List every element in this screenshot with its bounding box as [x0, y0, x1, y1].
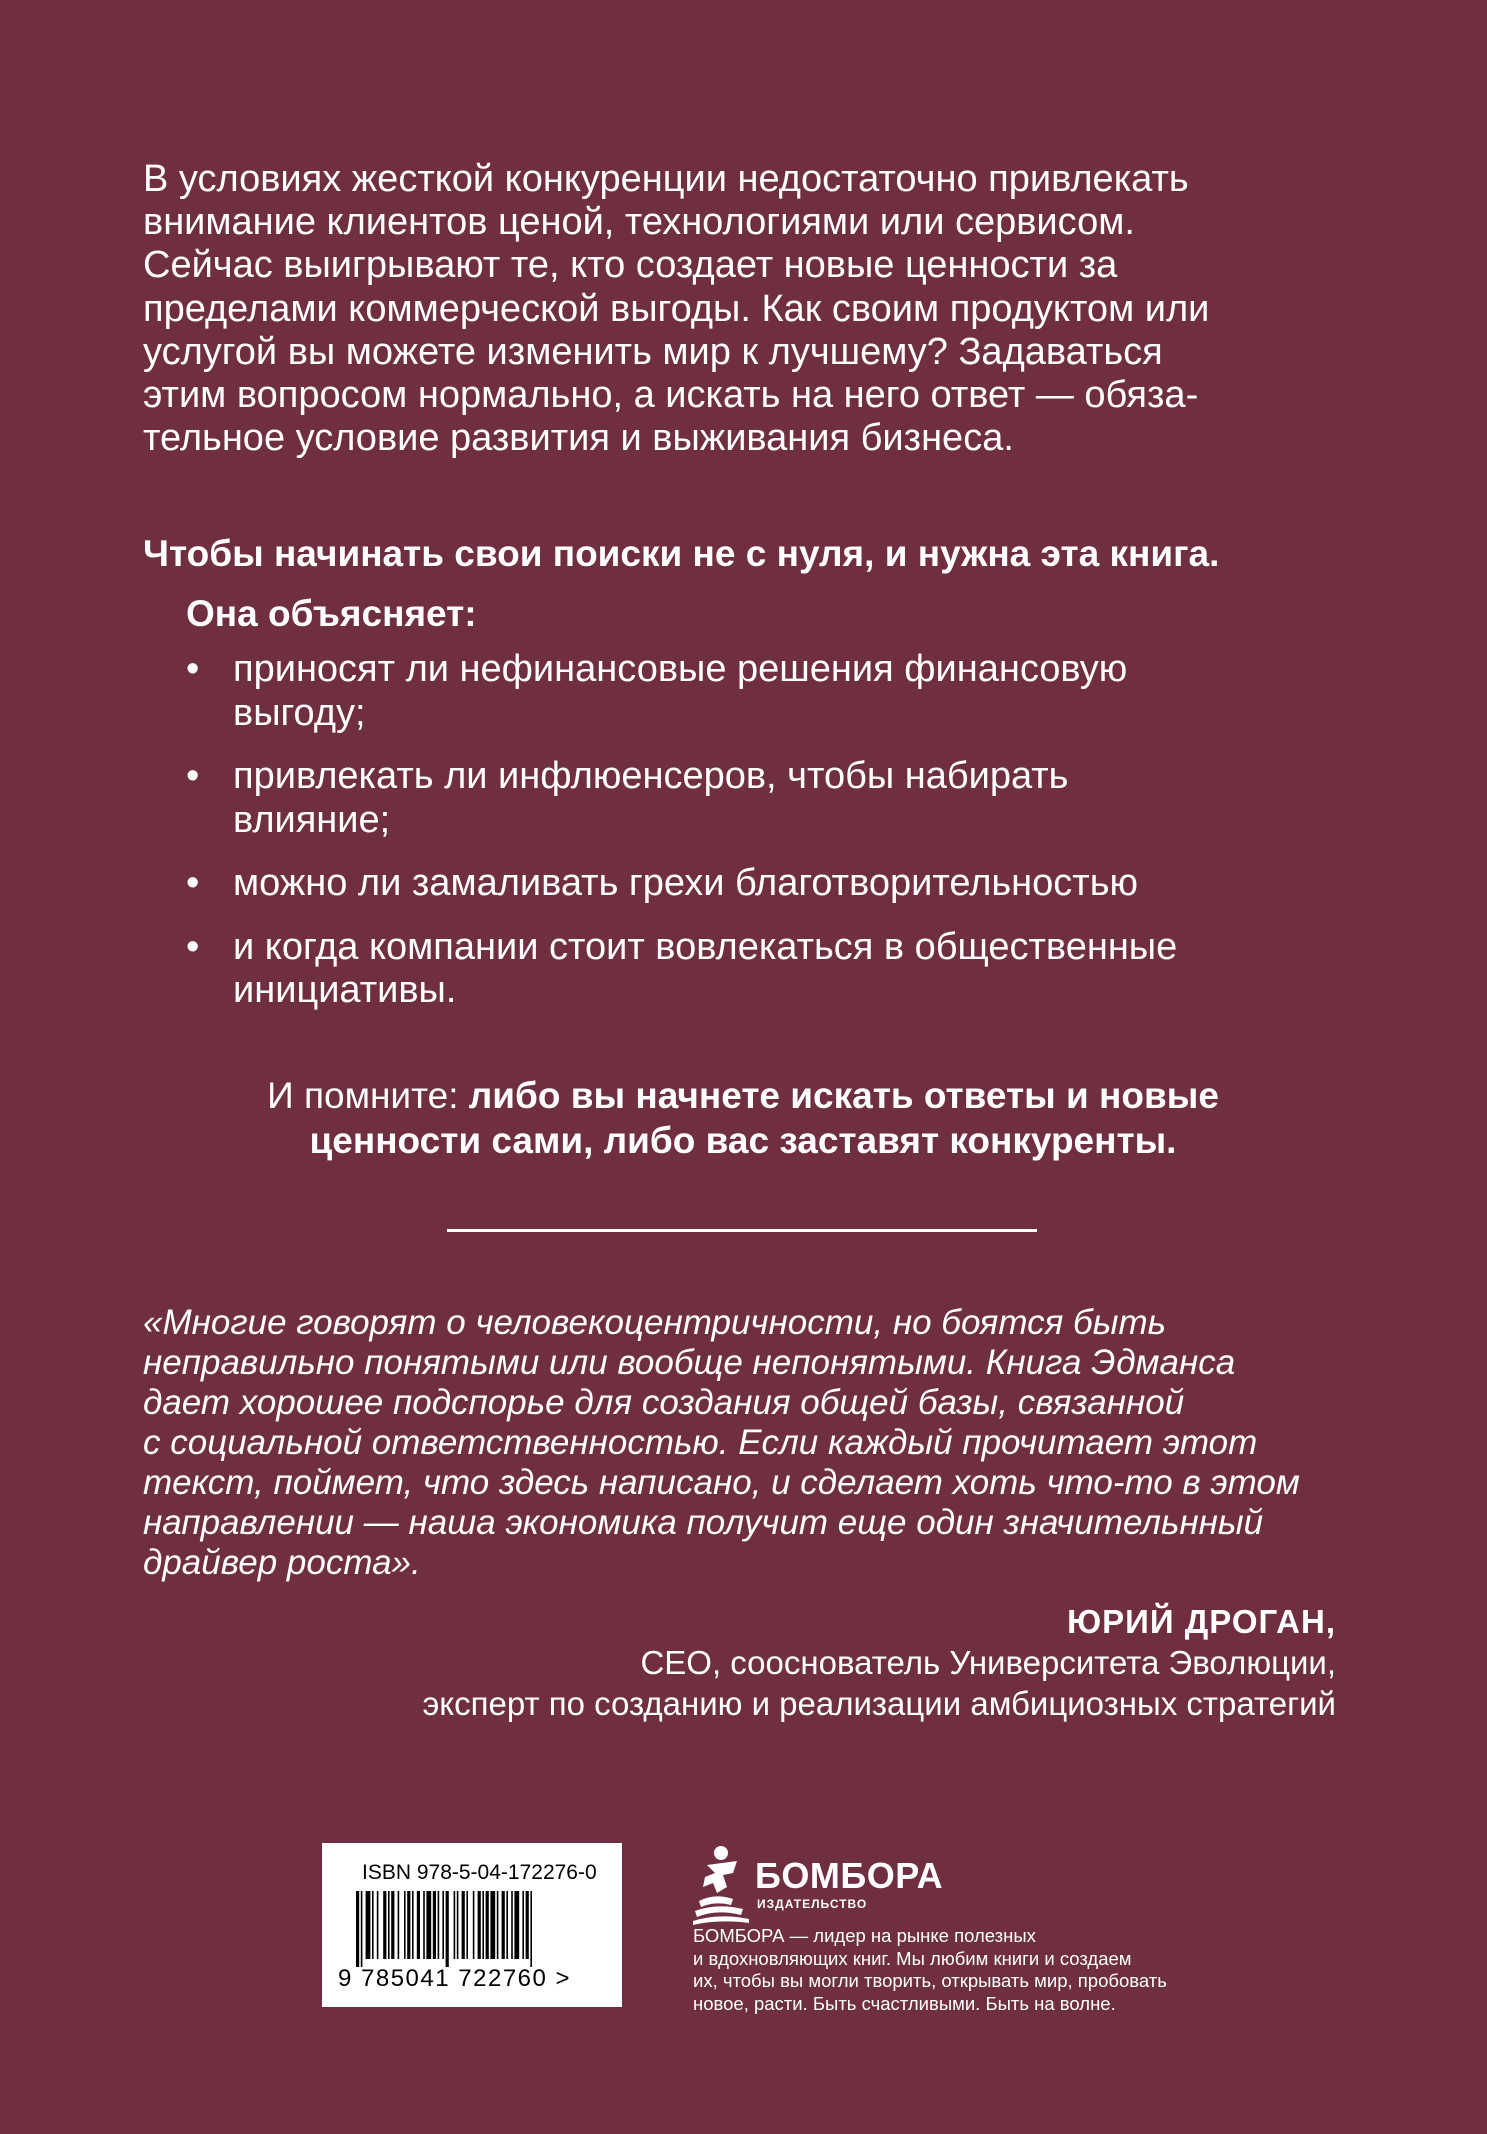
intro-paragraph	[143, 158, 1343, 460]
testimonial-quote	[143, 1303, 1348, 1583]
barcode-bar	[398, 1891, 400, 1959]
barcode-icon	[356, 1891, 588, 1967]
list-item-line: приносят ли нефинансовые решения финансовую	[233, 648, 1128, 690]
quote-line: драйвер роста».	[143, 1543, 421, 1582]
barcode-bar	[526, 1891, 529, 1959]
barcode-bar	[388, 1891, 390, 1959]
list-item-line: выгоду;	[233, 691, 366, 734]
list-item	[186, 648, 1336, 735]
remember-bold-line: ценности сами, либо вас заставят конкуренты.	[309, 1120, 1177, 1161]
barcode-bar	[442, 1891, 444, 1959]
barcode-bar	[530, 1891, 532, 1967]
barcode-bar	[514, 1891, 519, 1959]
isbn-barcode	[322, 1843, 622, 2007]
blurb-line: БОМБОРА — лидер на рынке полезных	[693, 1925, 1036, 1946]
barcode-bar	[412, 1891, 414, 1959]
list-item	[186, 862, 1336, 906]
barcode-bar	[511, 1891, 513, 1959]
quote-line: «Многие говорят о человекоцентричности, но боятся быть	[143, 1303, 1167, 1342]
intro-line: тельное условие развития и выживания бизнеса.	[143, 417, 1014, 460]
barcode-bar	[377, 1891, 379, 1959]
intro-line: Сейчас выигрывают те, кто создает новые ценности за	[143, 244, 1118, 287]
quote-line: направлении — наша экономика получит еще один значительнный	[143, 1503, 1264, 1542]
intro-line: пределами коммерческой выгоды. Как своим продуктом или	[143, 287, 1210, 330]
quote-line: неправильно понятыми или вообще непонятыми. Книга Эдманса	[143, 1343, 1236, 1382]
bullet-icon: •	[186, 862, 200, 904]
publisher-name: БОМБОРА	[755, 1855, 944, 1896]
intro-line: внимание клиентов ценой, технологиями или сервисом.	[143, 201, 1135, 244]
quote-author	[422, 1601, 1336, 1724]
barcode-bar	[497, 1891, 499, 1959]
blurb-line: их, чтобы вы могли творить, открывать мир, пробовать	[693, 1970, 1167, 1991]
barcode-bar	[404, 1891, 406, 1959]
barcode-bar	[426, 1891, 431, 1959]
intro-line: услугой вы можете изменить мир к лучшему? Задаваться	[143, 330, 1163, 373]
explains-list	[186, 648, 1336, 1033]
list-item-line: инициативы.	[233, 969, 457, 1011]
barcode-bar	[361, 1891, 363, 1967]
intro-line: этим вопросом нормально, а искать на него ответ — обяза-	[143, 374, 1199, 417]
quote-line: с социальной ответственностью. Если каждый прочитает этот	[143, 1423, 1258, 1462]
isbn-number: ISBN 978-5-04-172276-0	[362, 1861, 597, 1884]
publisher-blurb	[693, 1925, 1213, 2015]
barcode-bar	[522, 1891, 524, 1959]
barcode-digits: 9 785041 722760 >	[338, 1965, 572, 1992]
barcode-bar	[366, 1891, 371, 1959]
barcode-bar	[502, 1891, 505, 1959]
barcode-bar	[446, 1891, 449, 1967]
author-name: ЮРИЙ ДРОГАН,	[1067, 1603, 1336, 1640]
barcode-bar	[438, 1891, 440, 1959]
bullet-icon: •	[186, 925, 200, 968]
quote-line: дает хорошее подспорье для создания общей базы, связанной	[143, 1383, 1185, 1422]
barcode-bar	[391, 1891, 394, 1959]
publisher-figure-icon	[693, 1843, 753, 1925]
publisher-subtitle: ИЗДАТЕЛЬСТВО	[757, 1897, 868, 1911]
explains-heading: Она объясняет:	[186, 593, 477, 634]
barcode-bar	[473, 1891, 475, 1959]
publisher-logo	[693, 1843, 944, 1930]
quote-line: текст, поймет, что здесь написано, и сделает хоть что-то в этом	[143, 1463, 1300, 1502]
list-item-line: влияние;	[233, 798, 391, 841]
divider	[447, 1229, 1037, 1232]
barcode-bar	[457, 1891, 459, 1959]
intro-line: В условиях жесткой конкуренции недостаточно привлекать	[143, 158, 1189, 200]
barcode-bar	[454, 1891, 456, 1959]
barcode-bar	[417, 1891, 420, 1959]
bullet-icon: •	[186, 755, 200, 797]
barcode-bar	[407, 1891, 410, 1959]
barcode-bar	[433, 1891, 436, 1959]
list-item	[186, 755, 1336, 842]
barcode-bar	[356, 1891, 359, 1967]
remember-statement	[143, 1073, 1343, 1163]
remember-prefix: И помните:	[267, 1075, 469, 1116]
barcode-bar	[466, 1891, 468, 1959]
bullet-icon: •	[186, 648, 200, 690]
blurb-line: и вдохновляющих книг. Мы любим книги и создаем	[693, 1947, 1132, 1969]
list-item-line: привлекать ли инфлюенсеров, чтобы набирать	[233, 755, 1069, 797]
barcode-bar	[372, 1891, 374, 1959]
barcode-bar	[486, 1891, 489, 1959]
list-item-line: можно ли замаливать грехи благотворительностью	[233, 862, 1138, 904]
barcode-bar	[383, 1891, 386, 1959]
list-item	[186, 926, 1336, 1013]
barcode-bar	[478, 1891, 481, 1959]
lead-sentence: Чтобы начинать свои поиски не с нуля, и нужна эта книга.	[143, 533, 1220, 574]
barcode-bar	[506, 1891, 508, 1959]
remember-bold-line: либо вы начнете искать ответы и новые	[468, 1075, 1219, 1116]
barcode-bar	[462, 1891, 465, 1959]
list-item-line: и когда компании стоит вовлекаться в общественные	[233, 925, 1178, 968]
barcode-bar	[423, 1891, 425, 1959]
author-role: CEO, сооснователь Университета Эволюции,	[640, 1644, 1336, 1681]
barcode-bar	[482, 1891, 484, 1959]
author-role: эксперт по созданию и реализации амбициозных стратегий	[422, 1685, 1336, 1722]
barcode-bar	[490, 1891, 495, 1959]
blurb-line: новое, расти. Быть счастливыми. Быть на волне.	[693, 1992, 1116, 2014]
